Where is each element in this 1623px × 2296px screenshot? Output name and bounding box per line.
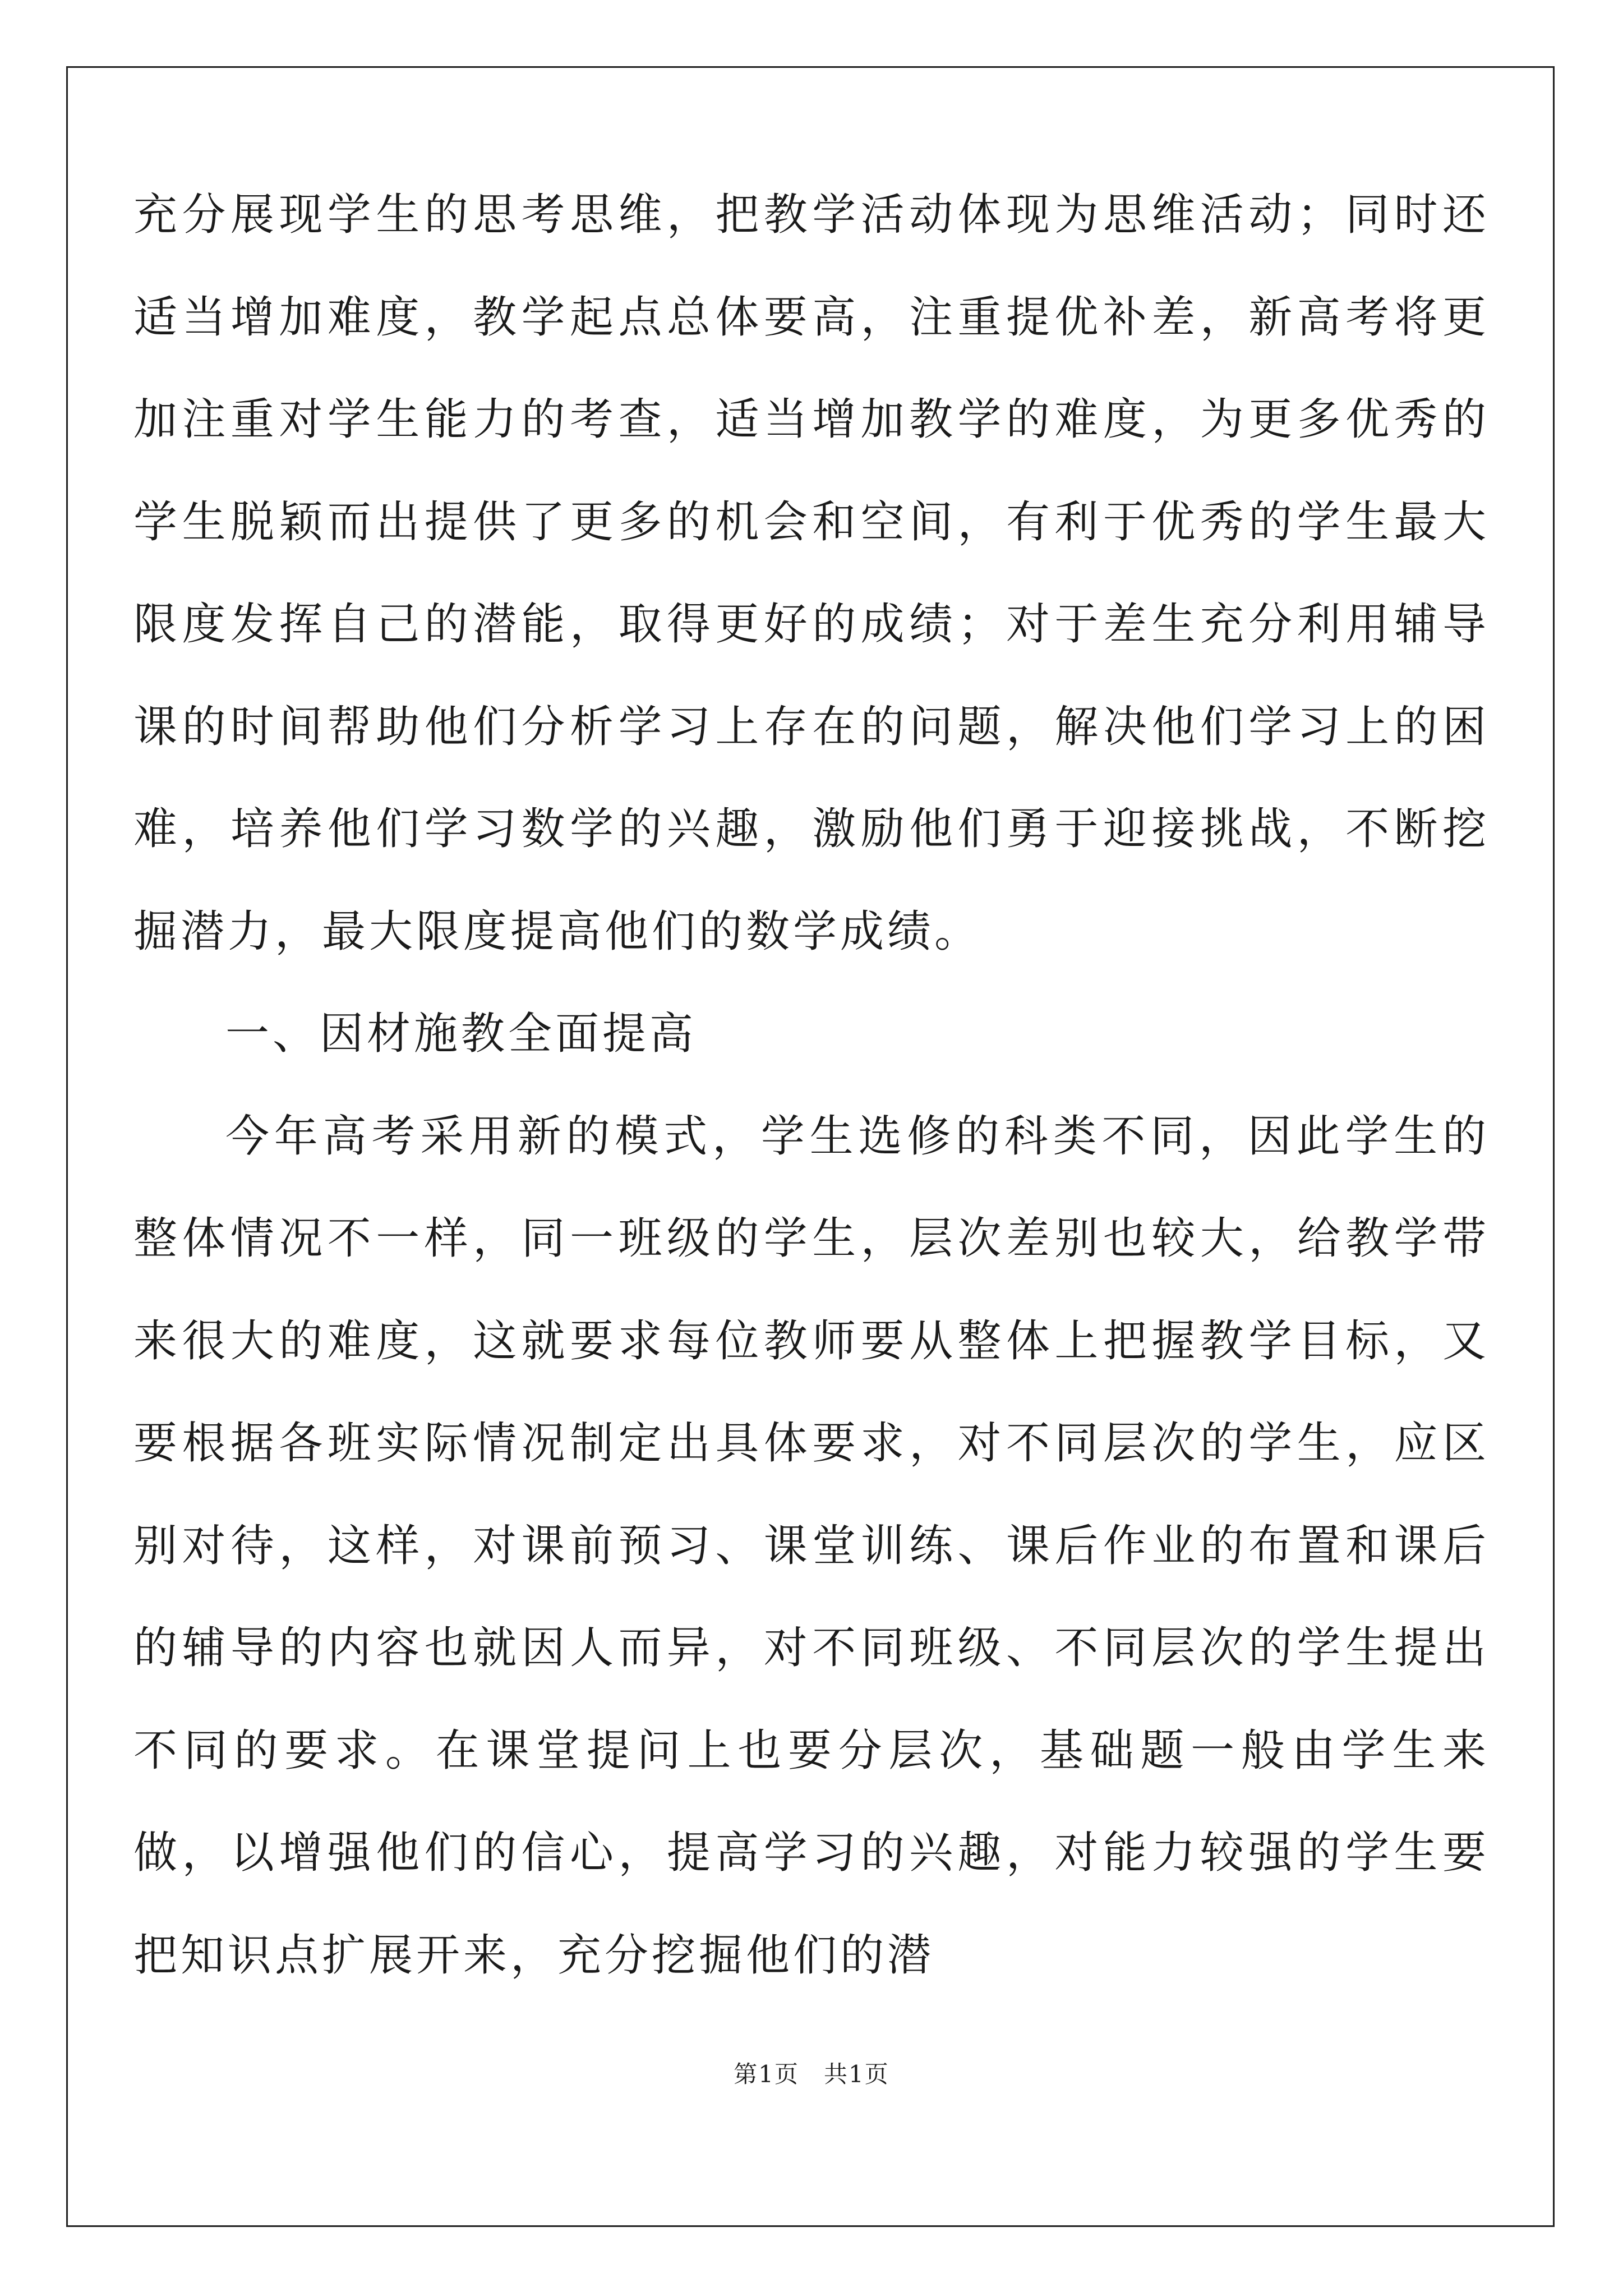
document-body [133,164,1490,2007]
section-heading: 一、因材施教全面提高 [225,1009,697,1059]
page-footer: 第1页 共1页 [734,2060,889,2088]
paragraph-1: 充分展现学生的思考思维，把教学活动体现为思维活动；同时还适当增加难度，教学起点总体要高，注重提优补差，新高考将更加注重对学生能力的考查，适当增加教学的难度，为更多优秀的学生脱颖而出提供了更多的机会和空间，有利于优秀的学生最大限度发挥自己的潜能，取得更好的成绩；对于差生充分利用辅导课的时间帮助他们分析学习上存在的问题，解决他们学习上的困难，培养他们学习数学的兴趣，激励他们勇于迎接挑战，不断挖掘潜力，最大限度提高他们的数学成绩。 [133,190,1490,957]
paragraph-2: 今年高考采用新的模式，学生选修的科类不同，因此学生的整体情况不一样，同一班级的学生，层次差别也较大，给教学带来很大的难度，这就要求每位教师要从整体上把握教学目标，又要根据各班实际情况制定出具体要求，对不同层次的学生，应区别对待，这样，对课前预习、课堂训练、课后作业的布置和课后的辅导的内容也就因人而异，对不同班级、不同层次的学生提出不同的要求。在课堂提问上也要分层次，基础题一般由学生来做，以增强他们的信心，提高学习的兴趣，对能力较强的学生要把知识点扩展开来，充分挖掘他们的潜 [133,1111,1490,1981]
